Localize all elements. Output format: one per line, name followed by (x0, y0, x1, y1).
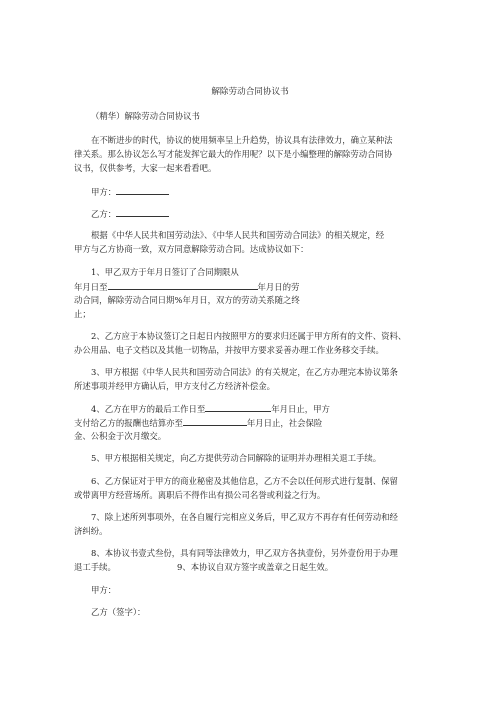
party-b-label: 乙方： (91, 209, 117, 219)
intro-line-3: 议书，仅供参考，大家一起来看看吧。 (74, 163, 217, 173)
clause-1-line-1: 1、甲乙双方于年月日签订了合同期限从 (91, 267, 239, 277)
clause-9: 9、本协议自双方签字或盖章之日起生效。 (177, 562, 334, 572)
clause-1-line-2 (74, 280, 299, 293)
signature-party-a: 甲方： (91, 585, 117, 595)
clause-1-line-4: 止； (74, 309, 91, 319)
clause-2-line-2: 办公用品、电子文档以及其他一切物品，并按甲方要求妥善办理工作业务移交手续。 (74, 345, 384, 355)
party-a-blank (116, 185, 169, 195)
basis-line-2: 甲方与乙方协商一致，双方同意解除劳动合同。达成协议如下： (74, 244, 309, 254)
party-b-blank (116, 207, 169, 217)
clause-4-until: 年月日止，甲方 (271, 404, 330, 414)
clause-4-line-1 (91, 402, 330, 415)
party-a-line (91, 185, 169, 198)
basis-line-1: 根据《中华人民共和国劳动法》、《中华人民共和国劳动合同法》的相关规定，经 (91, 230, 385, 240)
clause-4-last-day: 4、乙方在甲方的最后工作日至 (91, 404, 206, 414)
clause-4-insurance: 年月日止，社会保险 (246, 418, 323, 428)
party-a-label: 甲方： (91, 187, 117, 197)
party-b-line (91, 207, 169, 220)
clause-4-line-3: 金、公积金于次月缴交。 (74, 431, 167, 441)
clause-8-line-2a: 退工手续。 (74, 562, 116, 572)
clause-6-line-2: 或带离甲方经营场所。离职后不得作出有损公司名誉或利益之行为。 (74, 490, 326, 500)
clause-3-line-2: 所述事项并经甲方确认后，甲方支付乙方经济补偿金。 (74, 381, 275, 391)
clause-4-pay: 支付给乙方的报酬也结算亦至 (74, 418, 183, 428)
clause-3-line-1: 3、甲方根据《中华人民共和国劳动合同法》的有关规定，在乙方办理完本协议第条 (91, 367, 398, 377)
clause-1-blank (108, 280, 258, 290)
clause-4-blank-1 (205, 402, 271, 412)
clause-4-blank-2 (183, 416, 247, 426)
signature-party-b: 乙方（签字）： (91, 607, 146, 617)
clause-7-line-2: 济纠纷。 (74, 526, 108, 536)
intro-line-1: 在不断进步的时代，协议的使用频率呈上升趋势，协议具有法律效力，确立某种法 (91, 135, 393, 145)
clause-6-line-1: 6、乙方保证对于甲方的商业秘密及其他信息，乙方不会以任何形式进行复制、保留 (91, 476, 398, 486)
clause-1-line-3: 动合同，解除劳动合同日期%年月日，双方的劳动关系随之终 (74, 295, 300, 305)
intro-line-2: 律关系。那么协议怎么写才能发挥它最大的作用呢？以下是小编整理的解除劳动合同协 (74, 149, 393, 159)
clause-1-date-to: 年月日的劳 (257, 282, 300, 292)
document-title: 解除劳动合同协议书 (211, 87, 289, 97)
clause-7-line-1: 7、除上述所列事项外，在各自履行完相应义务后，甲乙双方不再存有任何劳动和经 (91, 512, 398, 522)
clause-5: 5、甲方根据相关规定，向乙方提供劳动合同解除的证明并办理相关退工手续。 (91, 453, 382, 463)
clause-1-date-from: 年月日至 (74, 282, 108, 292)
clause-2-line-1: 2、乙方应于本协议签订之日起日内按照甲方的要求归还属于甲方所有的文件、资料、 (91, 331, 407, 341)
document-subtitle: （精华）解除劳动合同协议书 (91, 111, 200, 121)
clause-8-line-1: 8、本协议书壹式叁份，具有同等法律效力，甲乙双方各执壹份，另外壹份用于办理 (91, 548, 398, 558)
clause-4-line-2 (74, 416, 322, 429)
